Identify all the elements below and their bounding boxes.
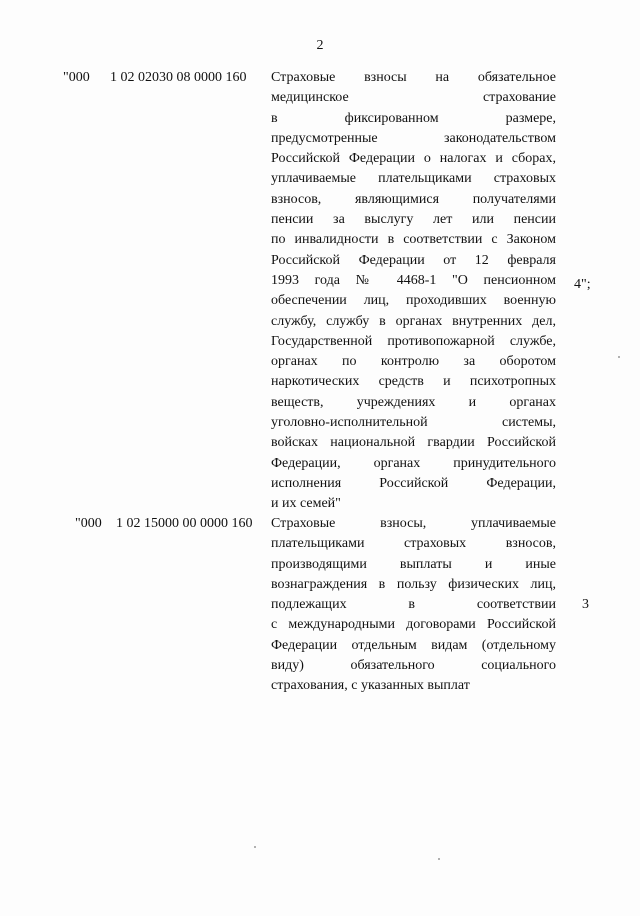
description-line: предусмотренные законодательством: [271, 130, 556, 146]
description-line: Государственной противопожарной службе,: [271, 333, 556, 349]
entry-description: [271, 514, 556, 697]
description-line: службу, службу в органах внутренних дел,: [271, 313, 556, 329]
description-line: плательщиками страховых взносов,: [271, 536, 556, 552]
norm-value: 4";: [574, 277, 591, 292]
description-line: веществ, учреждениях и органах: [271, 394, 556, 410]
description-line: с международными договорами Российской: [271, 617, 556, 633]
description-line: Российской Федерации о налогах и сборах,: [271, 151, 556, 167]
entry-description: [271, 68, 556, 515]
scan-speck: [438, 858, 440, 860]
description-line: исполнения Российской Федерации,: [271, 475, 556, 491]
description-line: Федерации отдельным видам (отдельному: [271, 637, 556, 653]
description-line: виду) обязательного социального: [271, 658, 556, 674]
description-line: страхования, с указанных выплат: [271, 678, 470, 694]
description-line: вознаграждения в пользу физических лиц,: [271, 576, 556, 592]
entry-prefix: "000: [75, 516, 102, 531]
page-number: 2: [316, 38, 324, 53]
description-line: производящими выплаты и иные: [271, 556, 556, 572]
description-line: уплачиваемые плательщиками страховых: [271, 171, 556, 187]
description-line: органах по контролю за оборотом: [271, 354, 556, 370]
description-line: уголовно-исполнительной системы,: [271, 415, 556, 431]
description-line: Федерации, органах принудительного: [271, 455, 556, 471]
entry-prefix: "000: [63, 70, 90, 85]
description-line: по инвалидности в соответствии с Законом: [271, 232, 556, 248]
description-line: обеспечении лиц, проходивших военную: [271, 293, 556, 309]
description-line: взносов, являющимися получателями: [271, 191, 556, 207]
description-line: войсках национальной гвардии Российской: [271, 435, 556, 451]
budget-classification-code: 1 02 02030 08 0000 160: [110, 70, 247, 85]
description-line: подлежащих в соответствии: [271, 597, 556, 613]
budget-classification-code: 1 02 15000 00 0000 160: [116, 516, 253, 531]
description-line: медицинское страхование: [271, 90, 556, 106]
description-line: Российской Федерации от 12 февраля: [271, 252, 556, 268]
description-line: и их семей": [271, 496, 341, 512]
description-line: Страховые взносы на обязательное: [271, 70, 556, 85]
norm-value: 3: [582, 597, 589, 612]
scan-speck: [254, 846, 256, 848]
scan-speck: [618, 356, 620, 358]
description-line: наркотических средств и психотропных: [271, 374, 556, 390]
description-line: 1993 года № 4468-1 "О пенсионном: [271, 272, 556, 288]
description-line: в фиксированном размере,: [271, 110, 556, 126]
description-line: Страховые взносы, уплачиваемые: [271, 516, 556, 531]
description-line: пенсии за выслугу лет или пенсии: [271, 212, 556, 228]
